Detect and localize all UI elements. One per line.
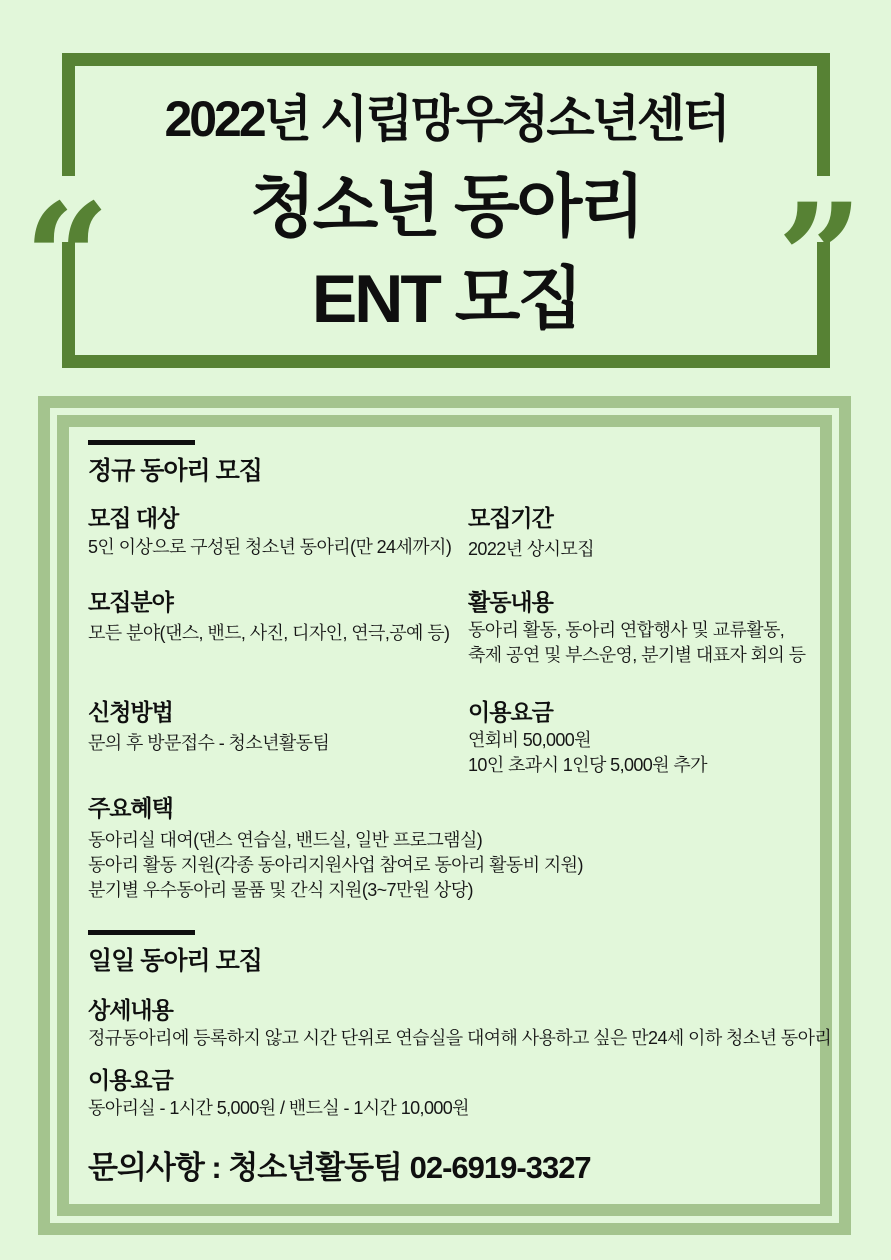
benefits-line-1: 동아리실 대여(댄스 연습실, 밴드실, 일반 프로그램실) (88, 830, 483, 850)
activities-line-1: 동아리 활동, 동아리 연합행사 및 교류활동, (468, 620, 785, 640)
poster-subtitle: 2022년 시립망우청소년센터 (164, 90, 728, 147)
field-value-detail: 정규동아리에 등록하지 않고 시간 단위로 연습실을 대여해 사용하고 싶은 만24세 이하 청소년 동아리 (88, 1028, 832, 1048)
close-quote-icon: ” (776, 171, 864, 347)
title-frame (62, 53, 830, 368)
field-value-period: 2022년 상시모집 (468, 539, 594, 559)
field-value-fee (468, 728, 707, 778)
field-label-daily-fee: 이용요금 (88, 1067, 173, 1093)
field-value-category: 모든 분야(댄스, 밴드, 사진, 디자인, 연극,공예 등) (88, 623, 450, 643)
field-value-target: 5인 이상으로 구성된 청소년 동아리(만 24세까지) (88, 537, 452, 557)
contact-info: 문의사항 : 청소년활동팀 02-6919-3327 (88, 1150, 591, 1185)
section-heading-daily: 일일 동아리 모집 (88, 947, 262, 975)
field-label-detail: 상세내용 (88, 997, 173, 1023)
open-quote-icon: “ (23, 171, 111, 347)
field-label-category: 모집분야 (88, 589, 173, 615)
field-label-target: 모집 대상 (88, 505, 179, 531)
section-divider-bar (88, 930, 195, 935)
poster-title-line1: 청소년 동아리 (249, 168, 643, 245)
field-value-apply: 문의 후 방문접수 - 청소년활동팀 (88, 733, 330, 753)
benefits-line-2: 동아리 활동 지원(각종 동아리지원사업 참여로 동아리 활동비 지원) (88, 855, 583, 875)
field-label-fee: 이용요금 (468, 699, 553, 725)
field-value-daily-fee: 동아리실 - 1시간 5,000원 / 밴드실 - 1시간 10,000원 (88, 1098, 469, 1118)
field-value-activities (468, 618, 805, 668)
section-heading-regular: 정규 동아리 모집 (88, 457, 262, 485)
benefits-line-3: 분기별 우수동아리 물품 및 간식 지원(3~7만원 상당) (88, 880, 473, 900)
fee-line-1: 연회비 50,000원 (468, 730, 592, 750)
poster-title-line2: ENT 모집 (311, 260, 581, 337)
field-label-activities: 활동내용 (468, 589, 553, 615)
field-label-apply: 신청방법 (88, 699, 173, 725)
field-label-period: 모집기간 (468, 505, 553, 531)
field-value-benefits (88, 828, 583, 903)
section-divider-bar (88, 440, 195, 445)
fee-line-2: 10인 초과시 1인당 5,000원 추가 (468, 755, 707, 775)
activities-line-2: 축제 공연 및 부스운영, 분기별 대표자 회의 등 (468, 645, 806, 665)
field-label-benefits: 주요혜택 (88, 795, 173, 821)
